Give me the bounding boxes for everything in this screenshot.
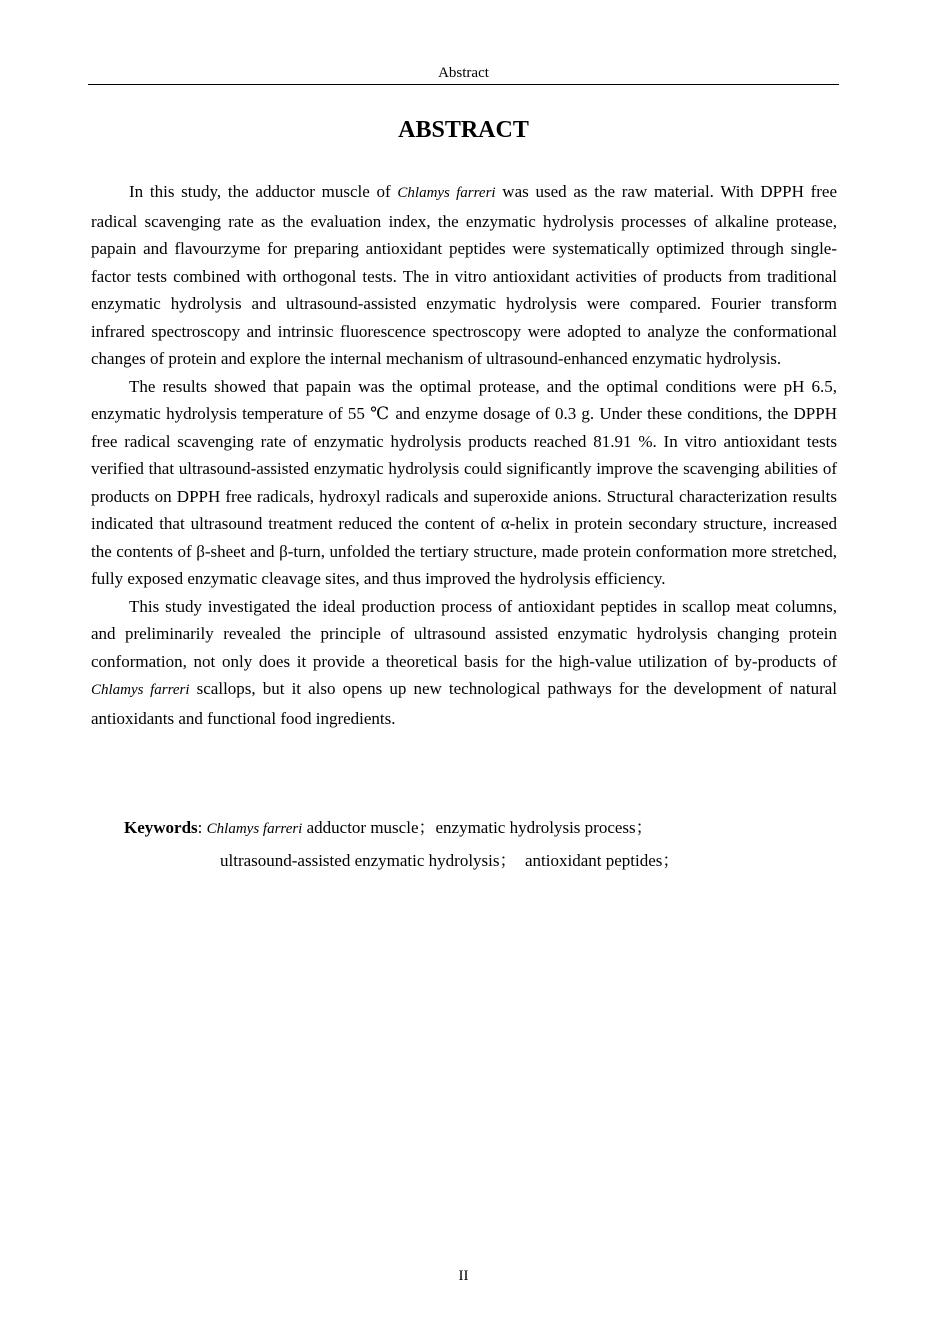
paragraph-text: scallops, but it also opens up new technological pathways for the development of natural antioxidants and functional food ingredients. [91,679,837,728]
page-number: II [458,1268,469,1284]
header-rule [88,84,839,85]
abstract-paragraph-2 [91,373,837,593]
abstract-body [91,178,837,732]
abstract-paragraph-3 [91,593,837,733]
keywords-label: Keywords [124,818,198,837]
paragraph-text: The results showed that papain was the optimal protease, and the optimal conditions were pH 6.5, enzymatic hydrolysis temperature of 55 ℃ and enzyme dosage of 0.3 g. Under these conditions, the DPPH free radical scavenging rate of enzymatic hydrolysis products reached 81.91 %. In vitro antioxidant tests verified that ultrasound-assisted enzymatic hydrolysis could significantly improve the scavenging abilities of products on DPPH free radicals, hydroxyl radicals and superoxide anions. Structural characterization results indicated that ultrasound treatment reduced the content of α-helix in protein secondary structure, increased the contents of β-sheet and β-turn, unfolded the tertiary structure, made protein conformation more stretched, fully exposed enzymatic cleavage sites, and thus improved the hydrolysis efficiency. [91,376,837,588]
paragraph-text: was used as the raw material. With DPPH free radical scavenging rate as the evaluation index, the enzymatic hydrolysis processes of alkaline protease, papain and flavourzyme for preparing antioxidant peptides were systematically optimized through single-factor tests combined with orthogonal tests. The in vitro antioxidant activities of products from traditional enzymatic hydrolysis and ultrasound-assisted enzymatic hydrolysis were compared. Fourier transform infrared spectroscopy and intrinsic fluorescence spectroscopy were adopted to analyze the conformational changes of protein and explore the internal mechanism of ultrasound-enhanced enzymatic hydrolysis. [91,182,837,368]
keywords-list: ultrasound-assisted enzymatic hydrolysis； antioxidant peptides； [220,851,680,870]
keywords-row-1 [124,812,837,845]
keywords-separator: : [197,818,207,837]
species-name: Chlamys farreri [397,185,496,201]
keywords-section [124,812,837,876]
species-name: Chlamys farreri [91,682,190,698]
keywords-list: adductor muscle；enzymatic hydrolysis process； [302,818,653,837]
running-header: Abstract [438,65,489,81]
abstract-paragraph-1 [91,178,837,373]
keyword-species: Chlamys farreri [206,821,303,837]
paragraph-text: In this study, the adductor muscle of [129,182,398,201]
keywords-row-2 [124,845,837,876]
paragraph-text: This study investigated the ideal production process of antioxidant peptides in scallop meat columns, and preliminarily revealed the principle of ultrasound assisted enzymatic hydrolysis changing protein conformation, not only does it provide a theoretical basis for the high-value utilization of by-products of [91,596,837,671]
page-title: ABSTRACT [398,117,529,143]
